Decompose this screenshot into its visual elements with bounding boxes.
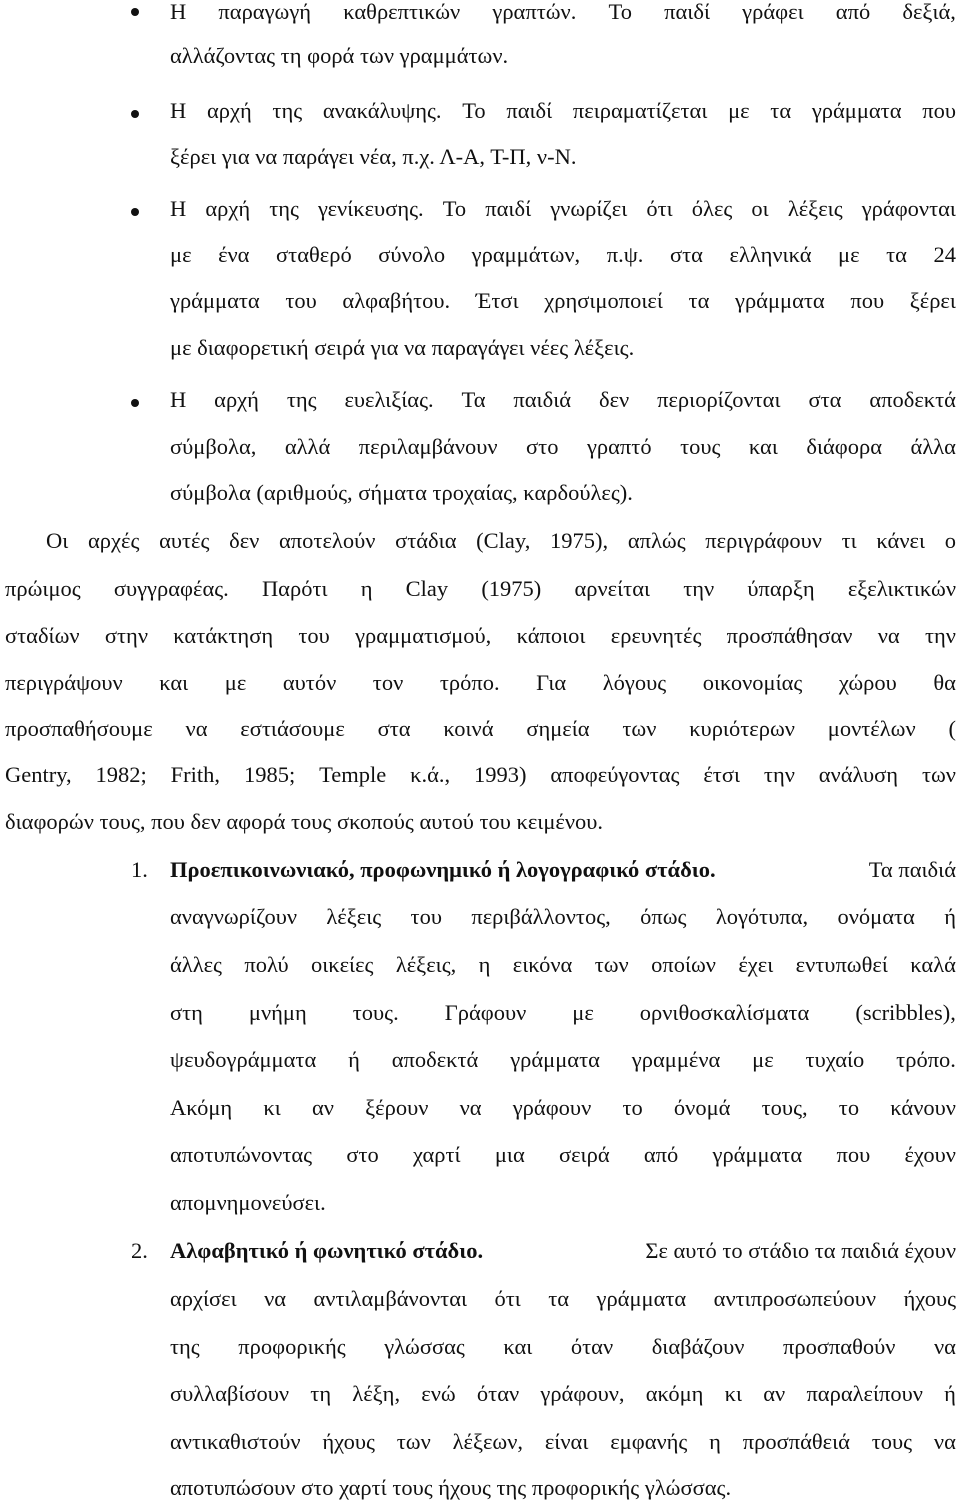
word: περιλαμβάνουν	[358, 434, 498, 459]
paragraph-line-1	[46, 530, 956, 553]
word: τους	[871, 1429, 913, 1454]
bullet-2-line-1	[170, 100, 956, 123]
word: τους	[680, 434, 721, 459]
word: ψευδογράμματα	[170, 1047, 317, 1072]
word: γράφουν	[512, 1095, 592, 1120]
word: σύμβολα,	[170, 434, 257, 459]
word: κάνει	[876, 528, 925, 553]
word: του	[285, 288, 317, 313]
word: έχει	[738, 952, 774, 977]
word: με	[170, 242, 192, 267]
bullet-dot-icon	[131, 8, 139, 16]
word: των	[396, 1429, 431, 1454]
word: αποφεύγοντας	[550, 762, 680, 787]
word: γραπτών.	[492, 0, 577, 24]
word: δεν	[229, 528, 260, 553]
word: κάποιοι	[516, 623, 586, 648]
word: ή	[944, 1381, 956, 1406]
word: διάφορα	[806, 434, 883, 459]
word: ακόμη	[645, 1381, 704, 1406]
word: αποτυπώνοντας	[170, 1142, 313, 1167]
word: κοινά	[443, 716, 494, 741]
word: έχουν	[904, 1142, 956, 1167]
word: να	[264, 1286, 287, 1311]
word: προφορικής	[238, 1334, 346, 1359]
stage-2-line-6: αποτυπώσουν στο χαρτί τους ήχους της προφορικής γλώσσας.	[170, 1475, 732, 1500]
word: παιδί	[664, 0, 710, 24]
word: αποδεκτά	[391, 1047, 479, 1072]
word: των	[622, 716, 657, 741]
stage-2-line-2	[170, 1288, 956, 1311]
word: ή	[348, 1047, 360, 1072]
word: γράμματα	[735, 288, 825, 313]
stage-2-line-4	[170, 1383, 956, 1406]
word: που	[922, 98, 956, 123]
word: αντικαθιστούν	[170, 1429, 301, 1454]
word: ή	[944, 904, 956, 929]
word: η	[709, 1429, 721, 1454]
word: (1975)	[481, 576, 542, 601]
word: τη	[310, 1381, 332, 1406]
word: ορνιθοσκαλίσματα	[639, 1000, 810, 1025]
word: που	[850, 288, 885, 313]
word: κ.ά.,	[410, 762, 451, 787]
bullet-3-line-2	[170, 244, 956, 267]
word: ευελιξίας.	[344, 387, 434, 412]
word: αν	[763, 1381, 786, 1406]
word: όπως	[640, 904, 687, 929]
word: 1993)	[474, 762, 527, 787]
word: αναγνωρίζουν	[170, 904, 298, 929]
word: και	[748, 434, 778, 459]
word: παιδί	[506, 98, 553, 123]
word: γράμματα	[712, 1142, 803, 1167]
word: σύνολο	[378, 242, 446, 267]
word: ξέρουν	[365, 1095, 429, 1120]
word: Frith,	[170, 762, 221, 787]
word: του	[410, 904, 442, 929]
word: περιγράψουν	[5, 670, 123, 695]
word: τα	[688, 288, 710, 313]
word: Temple	[319, 762, 387, 787]
word: προσπαθούν	[782, 1334, 896, 1359]
word: δεν	[598, 387, 630, 412]
word: της	[269, 196, 299, 221]
word: ότι	[494, 1286, 521, 1311]
word: Ακόμη	[170, 1095, 233, 1120]
word: διαβάζουν	[651, 1334, 745, 1359]
word: με	[752, 1047, 774, 1072]
word: όλες	[691, 196, 733, 221]
word: πολύ	[244, 952, 289, 977]
word: Για	[536, 670, 567, 695]
word: αντιπροσωπεύουν	[713, 1286, 877, 1311]
word: γράφουν,	[540, 1381, 625, 1406]
word: θα	[933, 670, 956, 695]
word: στα	[377, 716, 411, 741]
word: έτσι	[703, 762, 741, 787]
word: τα	[548, 1286, 570, 1311]
word: στη	[170, 1000, 203, 1025]
bullet-3-line-1	[170, 198, 956, 221]
paragraph-line-2	[5, 578, 956, 601]
word: Η	[170, 196, 187, 221]
word: λέξεις	[787, 196, 843, 221]
bullet-dot-icon	[131, 208, 139, 216]
word: Gentry,	[5, 762, 72, 787]
word: ονόματα	[837, 904, 915, 929]
word: να	[934, 1334, 956, 1359]
word: στην	[104, 623, 149, 648]
bullet-1-line-1	[170, 1, 956, 24]
word: Οι	[46, 528, 69, 553]
stage-1-line-5	[170, 1049, 956, 1072]
word: μνήμη	[248, 1000, 307, 1025]
bullet-dot-icon	[131, 399, 139, 407]
stage-1-line-7	[170, 1144, 956, 1167]
word: πειραματίζεται	[572, 98, 708, 123]
word: Τα	[461, 387, 486, 412]
word: ερευνητές	[610, 623, 702, 648]
word: ανακάλυψης.	[322, 98, 442, 123]
word: παραλείπουν	[806, 1381, 923, 1406]
word: αρχές	[88, 528, 140, 553]
word: καλά	[910, 952, 956, 977]
word: με	[728, 98, 750, 123]
word: της	[286, 387, 317, 412]
word: κι	[263, 1095, 281, 1120]
word: 1975),	[550, 528, 609, 553]
word: γραπτό	[586, 434, 652, 459]
bullet-4-line-3: σύμβολα (αριθμούς, σήματα τροχαίας, καρδούλες).	[170, 480, 633, 505]
word: εντυπωθεί	[795, 952, 888, 977]
word: ξέρει	[909, 288, 956, 313]
word: λέξεις	[326, 904, 382, 929]
word: των	[594, 952, 629, 977]
word: ύπαρξη	[747, 576, 815, 601]
bullet-4-line-2	[170, 436, 956, 459]
word: του	[298, 623, 330, 648]
word: κατάκτηση	[173, 623, 274, 648]
word: ήχους	[903, 1286, 956, 1311]
paragraph-line-4	[5, 672, 956, 695]
word: με	[572, 1000, 594, 1025]
word: στα	[669, 242, 703, 267]
word: Το	[442, 196, 467, 221]
stage-2-line-3	[170, 1336, 956, 1359]
word: από	[643, 1142, 679, 1167]
word: Έτσι	[475, 288, 519, 313]
word: Η	[170, 0, 187, 24]
bullet-3-line-4: με διαφορετική σειρά για να παραγάγει νέες λέξεις.	[170, 335, 635, 360]
word: προσπαθήσουμε	[5, 716, 153, 741]
word: αρχίσει	[170, 1286, 237, 1311]
word: τα	[886, 242, 907, 267]
stage-1-heading-line	[170, 859, 956, 882]
word: τρόπο.	[896, 1047, 956, 1072]
word: προσπάθησαν	[726, 623, 853, 648]
word: αντιλαμβάνονται	[313, 1286, 468, 1311]
word: που	[836, 1142, 871, 1167]
word: στο	[346, 1142, 379, 1167]
stage-2-intro: Σε αυτό το στάδιο τα παιδιά έχουν	[645, 1238, 956, 1263]
word: εστιάσουμε	[240, 716, 345, 741]
word: 24	[933, 242, 956, 267]
word: το	[622, 1095, 643, 1120]
word: οικονομίας	[702, 670, 803, 695]
word: αρχή	[205, 196, 251, 221]
word: ανάλυση	[818, 762, 899, 787]
word: τους.	[352, 1000, 399, 1025]
word: αποτελούν	[279, 528, 376, 553]
word: (scribbles),	[855, 1000, 956, 1025]
word: Clay	[405, 576, 449, 601]
word: τρόπο.	[439, 670, 500, 695]
paragraph-line-3	[5, 625, 956, 648]
bullet-dot-icon	[131, 110, 139, 118]
word: μια	[494, 1142, 525, 1167]
word: η	[478, 952, 491, 977]
paragraph-line-7: διαφορών τους, που δεν αφορά τους σκοπούς αυτού του κειμένου.	[5, 809, 604, 834]
word: αλφαβήτου.	[342, 288, 451, 313]
word: σταδίων	[5, 623, 80, 648]
word: συλλαβίσουν	[170, 1381, 290, 1406]
list-number: 1.	[131, 857, 148, 882]
word: κάνουν	[890, 1095, 956, 1120]
word: οι	[751, 196, 769, 221]
word: κυριότερων	[689, 716, 795, 741]
word: άλλες	[170, 952, 222, 977]
bullet-2-line-2: ξέρει για να παράγει νέα, π.χ. Λ-Α, Τ-Π, ν-Ν.	[170, 144, 577, 169]
word: άλλα	[910, 434, 956, 459]
word: την	[763, 762, 795, 787]
word: παιδί	[485, 196, 532, 221]
word: τυχαίο	[805, 1047, 865, 1072]
word: κι	[724, 1381, 743, 1406]
word: αρχή	[206, 98, 252, 123]
word: να	[459, 1095, 482, 1120]
word: ελληνικά	[729, 242, 812, 267]
word: ήχους	[322, 1429, 375, 1454]
word: των	[921, 762, 956, 787]
word: εξελικτικών	[847, 576, 956, 601]
word: την	[683, 576, 715, 601]
word: ένα	[218, 242, 250, 267]
word: ο	[944, 528, 956, 553]
word: να	[185, 716, 208, 741]
bullet-1-line-2: αλλάζοντας τη φορά των γραμμάτων.	[170, 43, 509, 68]
stage-2-title: Αλφαβητικό ή φωνητικό στάδιο.	[170, 1238, 484, 1263]
word: γνωρίζει	[550, 196, 628, 221]
word: λογότυπα,	[715, 904, 809, 929]
bullet-4-line-1	[170, 389, 956, 412]
word: σημεία	[526, 716, 590, 741]
word: γλώσσας	[384, 1334, 465, 1359]
word: γράμματα	[811, 98, 902, 123]
word: γραμμένα	[631, 1047, 721, 1072]
word: και	[159, 670, 189, 695]
word: καθρεπτικών	[343, 0, 461, 24]
word: αρχή	[214, 387, 259, 412]
word: αυτόν	[282, 670, 337, 695]
word: Η	[170, 98, 187, 123]
word: είναι	[544, 1429, 589, 1454]
word: παιδιά	[513, 387, 572, 412]
word: π.ψ.	[606, 242, 644, 267]
word: σταθερό	[276, 242, 352, 267]
word: με	[838, 242, 860, 267]
word: Γράφουν	[444, 1000, 527, 1025]
paragraph-line-5	[5, 718, 956, 741]
word: περιβάλλοντος,	[471, 904, 611, 929]
list-number: 2.	[131, 1238, 148, 1263]
word: Η	[170, 387, 187, 412]
word: περιγράφουν	[705, 528, 822, 553]
word: τι	[841, 528, 857, 553]
word: από	[835, 0, 871, 24]
word: γράμματα	[170, 288, 260, 313]
word: με	[224, 670, 247, 695]
word: λέξεων,	[452, 1429, 524, 1454]
word: τους,	[761, 1095, 808, 1120]
word: ότι	[646, 196, 673, 221]
word: γενίκευσης.	[318, 196, 424, 221]
word: αρνείται	[574, 576, 651, 601]
word: στάδια	[395, 528, 457, 553]
paragraph-line-6	[5, 764, 956, 787]
word: αποδεκτά	[869, 387, 956, 412]
word: 1982;	[95, 762, 147, 787]
word: Παρότι	[261, 576, 328, 601]
word: περιορίζονται	[657, 387, 781, 412]
stage-1-line-6	[170, 1097, 956, 1120]
stage-1-line-4	[170, 1002, 956, 1025]
word: γραμματισμού,	[355, 623, 492, 648]
word: όταν	[476, 1381, 520, 1406]
stage-1-line-3	[170, 954, 956, 977]
word: χαρτί	[412, 1142, 461, 1167]
word: γράμματα	[596, 1286, 687, 1311]
word: Το	[608, 0, 632, 24]
word: οποίων	[651, 952, 716, 977]
word: προσπάθειά	[742, 1429, 850, 1454]
word: παραγωγή	[218, 0, 312, 24]
word: γράφει	[742, 0, 804, 24]
word: αν	[311, 1095, 334, 1120]
bullet-3-line-3	[170, 290, 956, 313]
word: αυτές	[159, 528, 210, 553]
word: Το	[462, 98, 486, 123]
stage-2-line-5	[170, 1431, 956, 1454]
word: την	[924, 623, 956, 648]
stage-1-title: Προεπικοινωνιακό, προφωνημικό ή λογογραφικό στάδιο.	[170, 857, 716, 882]
word: τα	[770, 98, 792, 123]
word: οικείες	[310, 952, 374, 977]
word: πρώιμος	[5, 576, 81, 601]
word: στα	[808, 387, 842, 412]
word: γράμματα	[510, 1047, 600, 1072]
stage-1-line-2	[170, 906, 956, 929]
word: χώρου	[838, 670, 897, 695]
word: λόγους	[602, 670, 667, 695]
word: της	[272, 98, 303, 123]
word: απλώς	[627, 528, 686, 553]
word: γραμμάτων,	[471, 242, 581, 267]
word: της	[170, 1334, 200, 1359]
word: λέξη,	[352, 1381, 401, 1406]
word: συγγραφέας.	[113, 576, 229, 601]
word: τον	[372, 670, 404, 695]
word: να	[877, 623, 900, 648]
word: όνομά	[673, 1095, 731, 1120]
word: 1985;	[243, 762, 296, 787]
word: αλλά	[284, 434, 331, 459]
stage-1-intro: Τα παιδιά	[868, 857, 956, 882]
word: (	[948, 716, 956, 741]
word: σειρά	[558, 1142, 610, 1167]
word: στο	[526, 434, 559, 459]
word: όταν	[570, 1334, 614, 1359]
word: εμφανής	[610, 1429, 688, 1454]
word: δεξιά,	[902, 0, 956, 24]
word: η	[360, 576, 373, 601]
word: χρησιμοποιεί	[544, 288, 663, 313]
word: (Clay,	[476, 528, 531, 553]
word: γράφονται	[861, 196, 956, 221]
stage-2-heading-line	[170, 1240, 956, 1263]
word: ενώ	[421, 1381, 456, 1406]
word: το	[838, 1095, 860, 1120]
word: και	[503, 1334, 533, 1359]
word: να	[933, 1429, 956, 1454]
word: λέξεις,	[395, 952, 457, 977]
stage-1-line-8: απομνημονεύσει.	[170, 1190, 326, 1215]
word: εικόνα	[512, 952, 573, 977]
word: μοντέλων	[827, 716, 916, 741]
